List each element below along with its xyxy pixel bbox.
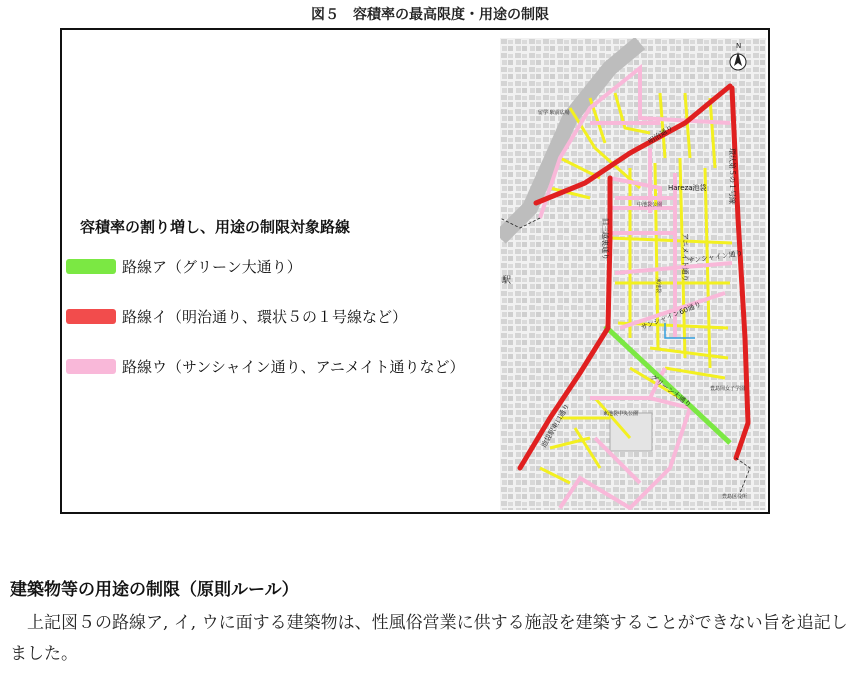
label-hareza: Hareza池袋 (668, 184, 707, 192)
legend-swatch-pink (66, 359, 116, 374)
label-station-road: 池袋駅東口通り (539, 402, 572, 449)
label-ryugaku: 留学 駅前広場 (538, 110, 570, 116)
legend-label: 路線ア（グリーン大通り） (122, 257, 302, 276)
section-heading: 建築物等の用途の制限（原則ルール） (10, 580, 299, 600)
label-nakaike: 中池袋公園 (637, 202, 663, 208)
north-label: N (736, 42, 742, 50)
route-map (500, 38, 766, 510)
label-kuyakusho: 豊島区役所 (722, 494, 748, 500)
legend-item-route-u (66, 356, 465, 376)
label-sunshine: サンシャイン通り (687, 249, 744, 265)
label-animate: アニメイト通り (681, 233, 689, 282)
legend-item-route-i (66, 306, 407, 326)
label-sun60: サンシャイン60通り (639, 300, 703, 332)
label-kanjo: 環状第５の１号線 (728, 148, 736, 204)
label-toyo: 東池袋 (655, 278, 661, 294)
figure-title: 図５ 容積率の最高限度・用途の制限 (311, 7, 549, 23)
label-kosho: 豊島岡女子学園 (710, 386, 746, 392)
legend-title: 容積率の割り増し、用途の制限対象路線 (80, 218, 351, 236)
label-meiji: 明治通り (646, 123, 675, 146)
section-paragraph: 上記図５の路線ア, イ, ウに面する建築物は、性風俗営業に供する施設を建築することができない旨を追記しました。 (10, 613, 848, 664)
label-higashi: 東池袋中央公園 (603, 411, 639, 417)
legend-label: 路線ウ（サンシャイン通り、アニメイト通りなど） (122, 357, 465, 376)
label-kyu: 旧三越裏通り (601, 218, 609, 260)
legend-swatch-red (66, 309, 116, 324)
legend-item-route-a (66, 256, 302, 276)
legend-label: 路線イ（明治通り、環状５の１号線など） (122, 307, 408, 326)
label-eki: 駅 (502, 276, 512, 286)
legend-swatch-green (66, 259, 116, 274)
label-green: グリーン大通り (648, 373, 693, 410)
figure-frame (60, 28, 770, 514)
park-block (610, 413, 652, 451)
